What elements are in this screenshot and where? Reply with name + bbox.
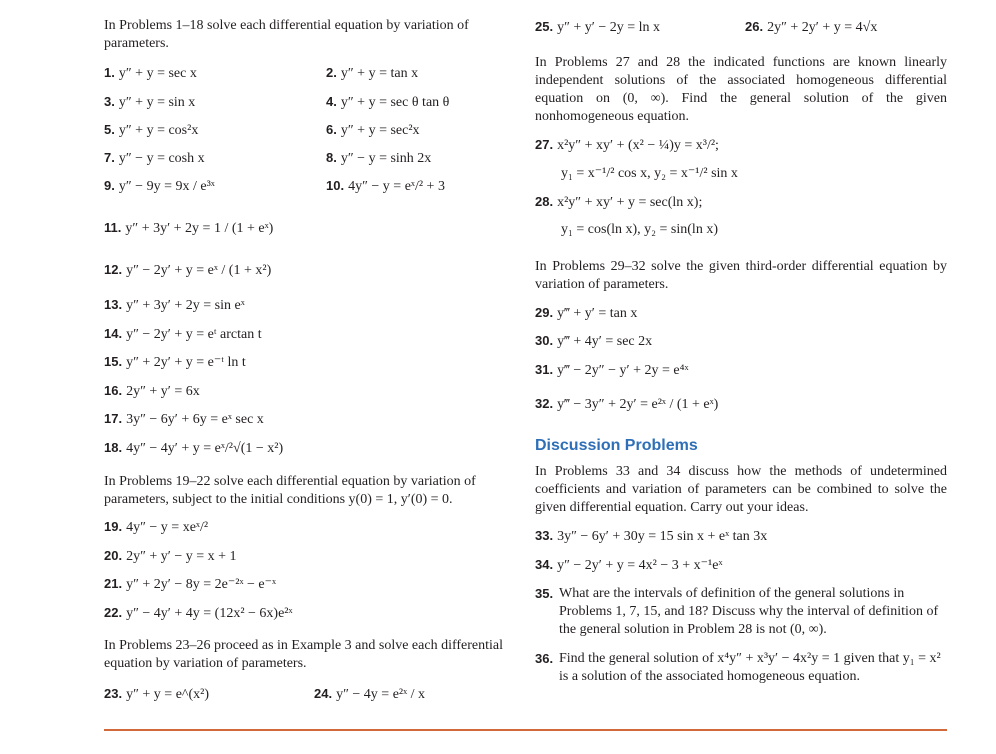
problem-4: 4. y″ + y = sec θ tan θ <box>326 94 450 110</box>
problem-35-text: What are the intervals of definition of the general solutions in Problems 1, 7, 15, and 18? Discuss why the interval of definition of the general solution in Problem 28 is not (0, ∞). <box>559 586 939 637</box>
problem-36-number: 36. <box>535 651 554 666</box>
instructions-19-22: In Problems 19–22 solve each differential equation by variation of parameters, subject to the initial conditions y(0) = 1, y′(0) = 0. <box>104 474 476 507</box>
problem-12: 12. y″ − 2y′ + y = eˣ / (1 + x²) <box>104 262 272 278</box>
problem-29: 29. y‴ + y′ = tan x <box>535 305 638 321</box>
problem-28: 28. x²y″ + xy′ + y = sec(ln x); <box>535 194 703 210</box>
problem-30: 30. y‴ + 4y′ = sec 2x <box>535 333 653 349</box>
problem-31: 31. y‴ − 2y″ − y′ + 2y = e⁴ˣ <box>535 362 689 378</box>
discussion-problems-heading: Discussion Problems <box>535 437 698 454</box>
problem-33: 33. 3y″ − 6y′ + 30y = 15 sin x + eˣ tan 3x <box>535 528 768 544</box>
problem-25: 25. y″ + y′ − 2y = ln x <box>535 19 661 35</box>
problem-8: 8. y″ − y = sinh 2x <box>326 150 432 166</box>
problem-21: 21. y″ + 2y′ − 8y = 2e⁻²ˣ − e⁻ˣ <box>104 576 277 592</box>
problem-14: 14. y″ − 2y′ + y = eᵗ arctan t <box>104 326 262 342</box>
instructions-29-32: In Problems 29–32 solve the given third-order differential equation by variation of parameters. <box>535 259 947 292</box>
instructions-1-18: In Problems 1–18 solve each differential equation by variation of parameters. <box>104 18 469 51</box>
problem-34: 34. y″ − 2y′ + y = 4x² − 3 + x⁻¹eˣ <box>535 557 723 573</box>
problem-35-number: 35. <box>535 586 554 601</box>
instructions-23-26: In Problems 23–26 proceed as in Example 3 and solve each differential equation by variation of parameters. <box>104 638 504 671</box>
problem-17: 17. 3y″ − 6y′ + 6y = eˣ sec x <box>104 411 264 427</box>
problem-7: 7. y″ − y = cosh x <box>104 150 205 166</box>
problem-1: 1. y″ + y = sec x <box>104 65 197 81</box>
problem-2: 2. y″ + y = tan x <box>326 65 419 81</box>
problem-10: 10. 4y″ − y = eˣ/² + 3 <box>326 178 445 194</box>
page-bottom-rule <box>104 729 947 731</box>
problem-20: 20. 2y″ + y′ − y = x + 1 <box>104 548 237 564</box>
problem-36-text: Find the general solution of x⁴y″ + x³y′ − 4x²y = 1 given that y₁ = x² is a solution of the associated homogeneous equation. <box>559 651 941 684</box>
instructions-33-34: In Problems 33 and 34 discuss how the methods of undetermined coefficients and variation of parameters can be combined to solve the given differential equation. Carry out your ideas. <box>535 464 947 515</box>
problem-27-solutions: y₁ = x⁻¹/² cos x, y₂ = x⁻¹/² sin x <box>561 166 738 181</box>
problem-28-solutions: y₁ = cos(ln x), y₂ = sin(ln x) <box>561 222 718 237</box>
problem-32: 32. y‴ − 3y″ + 2y′ = e²ˣ / (1 + eˣ) <box>535 396 719 412</box>
problem-22: 22. y″ − 4y′ + 4y = (12x² − 6x)e²ˣ <box>104 605 293 621</box>
problem-18: 18. 4y″ − 4y′ + y = eˣ/²√(1 − x²) <box>104 440 284 456</box>
problem-13: 13. y″ + 3y′ + 2y = sin eˣ <box>104 297 245 313</box>
instructions-27-28: In Problems 27 and 28 the indicated functions are known linearly independent solutions of the associated homogeneous differential equation on (0, ∞). Find the general solution of the given nonhomogeneous equation. <box>535 55 947 124</box>
problem-16: 16. 2y″ + y′ = 6x <box>104 383 200 399</box>
problem-26: 26. 2y″ + 2y′ + y = 4√x <box>745 19 878 35</box>
problem-5: 5. y″ + y = cos²x <box>104 122 199 138</box>
problem-15: 15. y″ + 2y′ + y = e⁻ᵗ ln t <box>104 354 246 370</box>
problem-3: 3. y″ + y = sin x <box>104 94 196 110</box>
problem-9: 9. y″ − 9y = 9x / e³ˣ <box>104 178 215 194</box>
problem-23: 23. y″ + y = e^(x²) <box>104 686 210 702</box>
problem-11: 11. y″ + 3y′ + 2y = 1 / (1 + eˣ) <box>104 220 274 236</box>
problem-6: 6. y″ + y = sec²x <box>326 122 420 138</box>
problem-24: 24. y″ − 4y = e²ˣ / x <box>314 686 426 702</box>
problem-19: 19. 4y″ − y = xeˣ/² <box>104 519 209 535</box>
problem-27: 27. x²y″ + xy′ + (x² − ¼)y = x³/²; <box>535 137 719 153</box>
